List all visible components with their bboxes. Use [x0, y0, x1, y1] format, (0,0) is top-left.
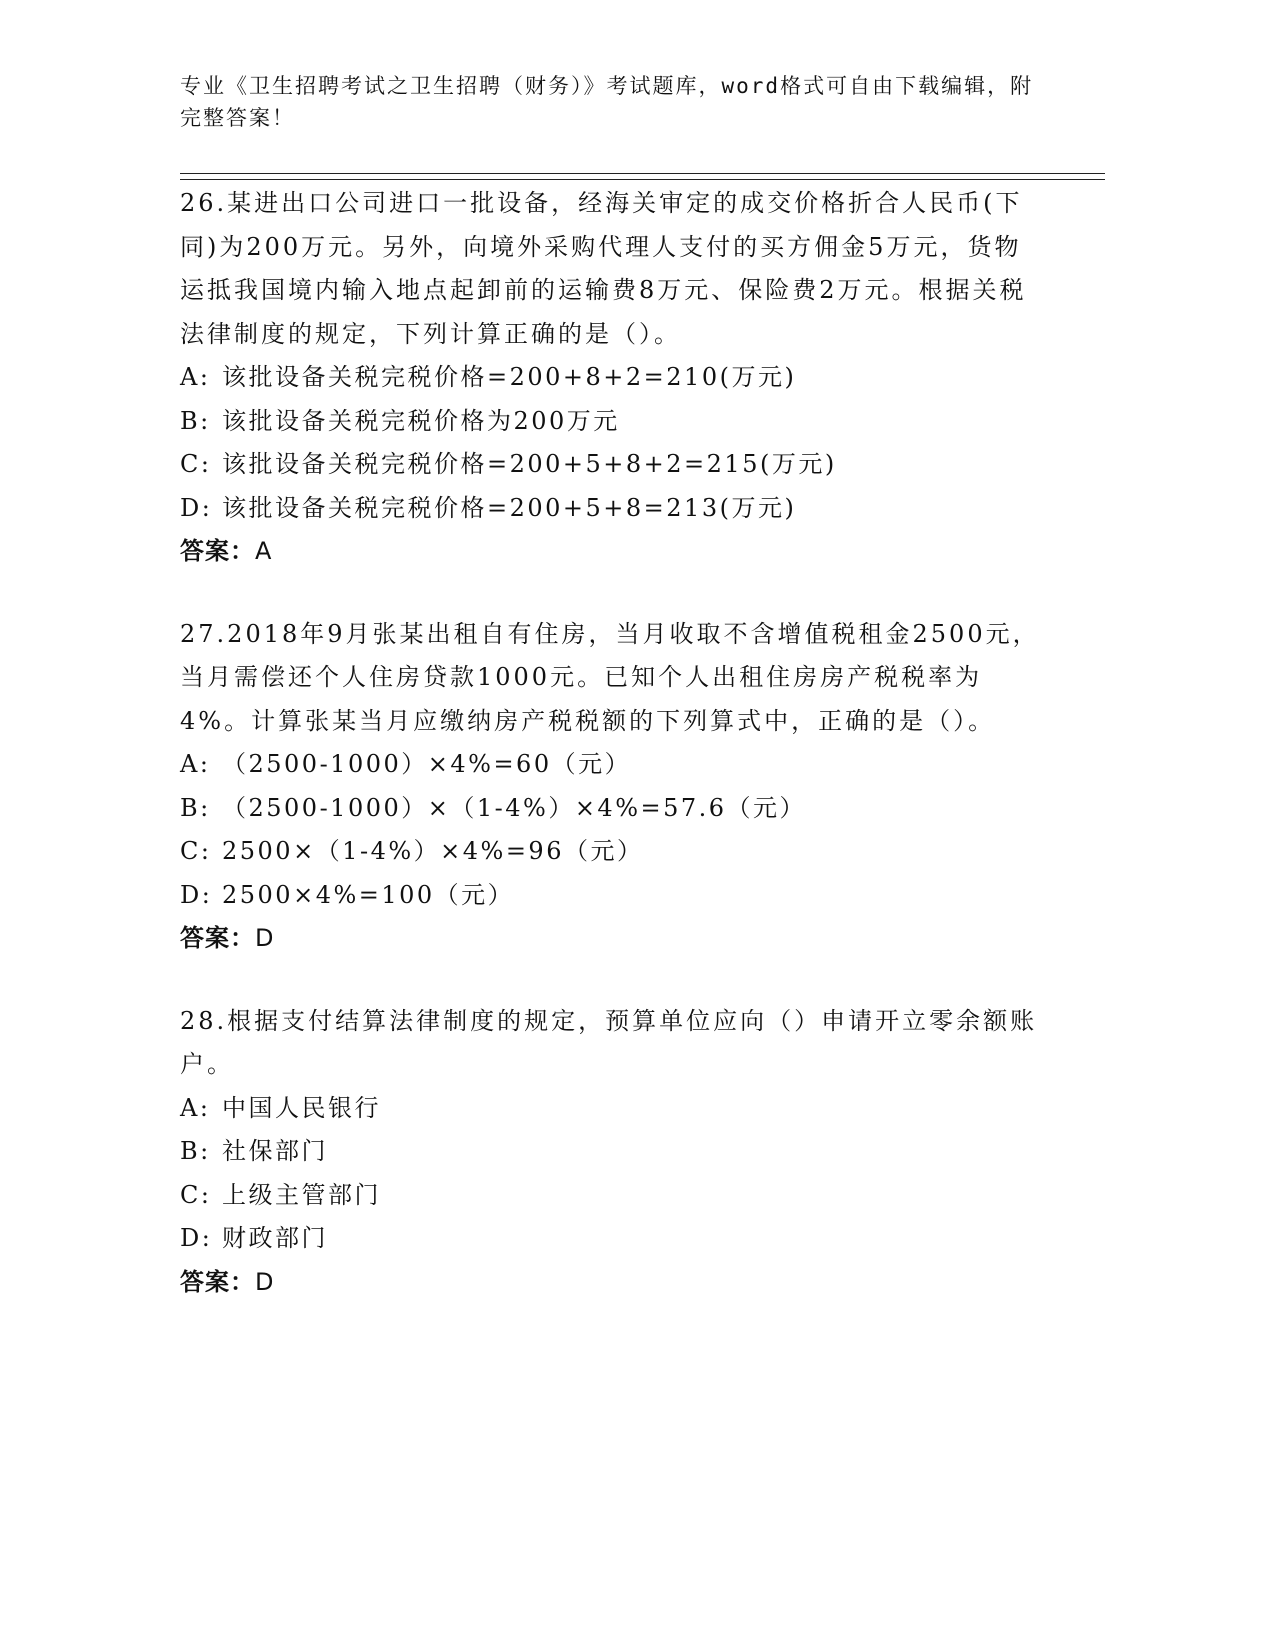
question-28: [180, 1000, 1040, 1305]
option-b: [180, 1130, 1040, 1174]
answer-value: D: [255, 924, 275, 952]
answer-label: 答案：: [180, 537, 255, 565]
answer-line: [180, 917, 1040, 961]
question-27: [180, 613, 1040, 961]
option-key: B:: [180, 1137, 211, 1165]
option-text: 社保部门: [222, 1137, 328, 1165]
answer-label: 答案：: [180, 924, 255, 952]
option-key: A:: [180, 1093, 211, 1122]
option-key: C:: [180, 1180, 212, 1209]
option-key: B:: [180, 406, 211, 435]
option-d: [180, 487, 1040, 531]
answer-line: [180, 1261, 1040, 1305]
question-26: [180, 182, 1040, 574]
option-key: A:: [180, 363, 211, 391]
option-key: C:: [180, 837, 212, 865]
option-a: [180, 1087, 1040, 1131]
answer-value: A: [255, 537, 273, 565]
option-b: [180, 400, 1040, 444]
option-key: A:: [180, 750, 211, 778]
option-text: 2500×（1-4%）×4%=96（元）: [222, 837, 644, 865]
option-text: 中国人民银行: [222, 1093, 381, 1122]
option-key: D:: [180, 1224, 213, 1252]
question-list: [180, 182, 1040, 1343]
question-stem: 26.某进出口公司进口一批设备，经海关审定的成交价格折合人民币(下同)为200万元。另外，向境外采购代理人支付的买方佣金5万元，货物运抵我国境内输入地点起卸前的运输费8万元、保险费2万元。根据关税法律制度的规定，下列计算正确的是（）。: [180, 189, 1027, 348]
option-c: [180, 1174, 1040, 1218]
option-c: [180, 830, 1040, 874]
option-text: 该批设备关税完税价格=200+5+8+2=215(万元): [222, 450, 837, 478]
option-text: 该批设备关税完税价格=200+5+8=213(万元): [222, 493, 797, 522]
option-a: [180, 356, 1040, 400]
option-d: [180, 874, 1040, 918]
option-b: [180, 787, 1040, 831]
option-key: D:: [180, 493, 213, 522]
option-d: [180, 1217, 1040, 1261]
answer-line: [180, 530, 1040, 574]
option-text: 该批设备关税完税价格=200+8+2=210(万元): [222, 363, 797, 391]
header-double-rule: [180, 173, 1105, 180]
document-header: 专业《卫生招聘考试之卫生招聘（财务）》考试题库，word格式可自由下载编辑，附完整答案！: [180, 74, 1034, 130]
answer-label: 答案：: [180, 1267, 255, 1296]
option-a: [180, 743, 1040, 787]
option-text: （2500-1000）×（1-4%）×4%=57.6（元）: [222, 793, 807, 822]
option-key: B:: [180, 793, 211, 822]
option-text: 财政部门: [222, 1224, 328, 1252]
option-text: （2500-1000）×4%=60（元）: [222, 750, 632, 778]
option-text: 该批设备关税完税价格为200万元: [222, 406, 620, 435]
option-key: D:: [180, 880, 213, 909]
question-stem: 28.根据支付结算法律制度的规定，预算单位应向（）申请开立零余额账户。: [180, 1006, 1038, 1078]
option-text: 2500×4%=100（元）: [222, 880, 515, 909]
option-key: C:: [180, 450, 212, 478]
answer-value: D: [255, 1267, 275, 1296]
question-stem: 27.2018年9月张某出租自有住房，当月收取不含增值税租金2500元，当月需偿还个人住房贷款1000元。已知个人出租住房房产税税率为4%。计算张某当月应缴纳房产税税额的下列算式中，正确的是（）。: [180, 619, 1040, 735]
option-text: 上级主管部门: [222, 1180, 381, 1209]
option-c: [180, 443, 1040, 487]
